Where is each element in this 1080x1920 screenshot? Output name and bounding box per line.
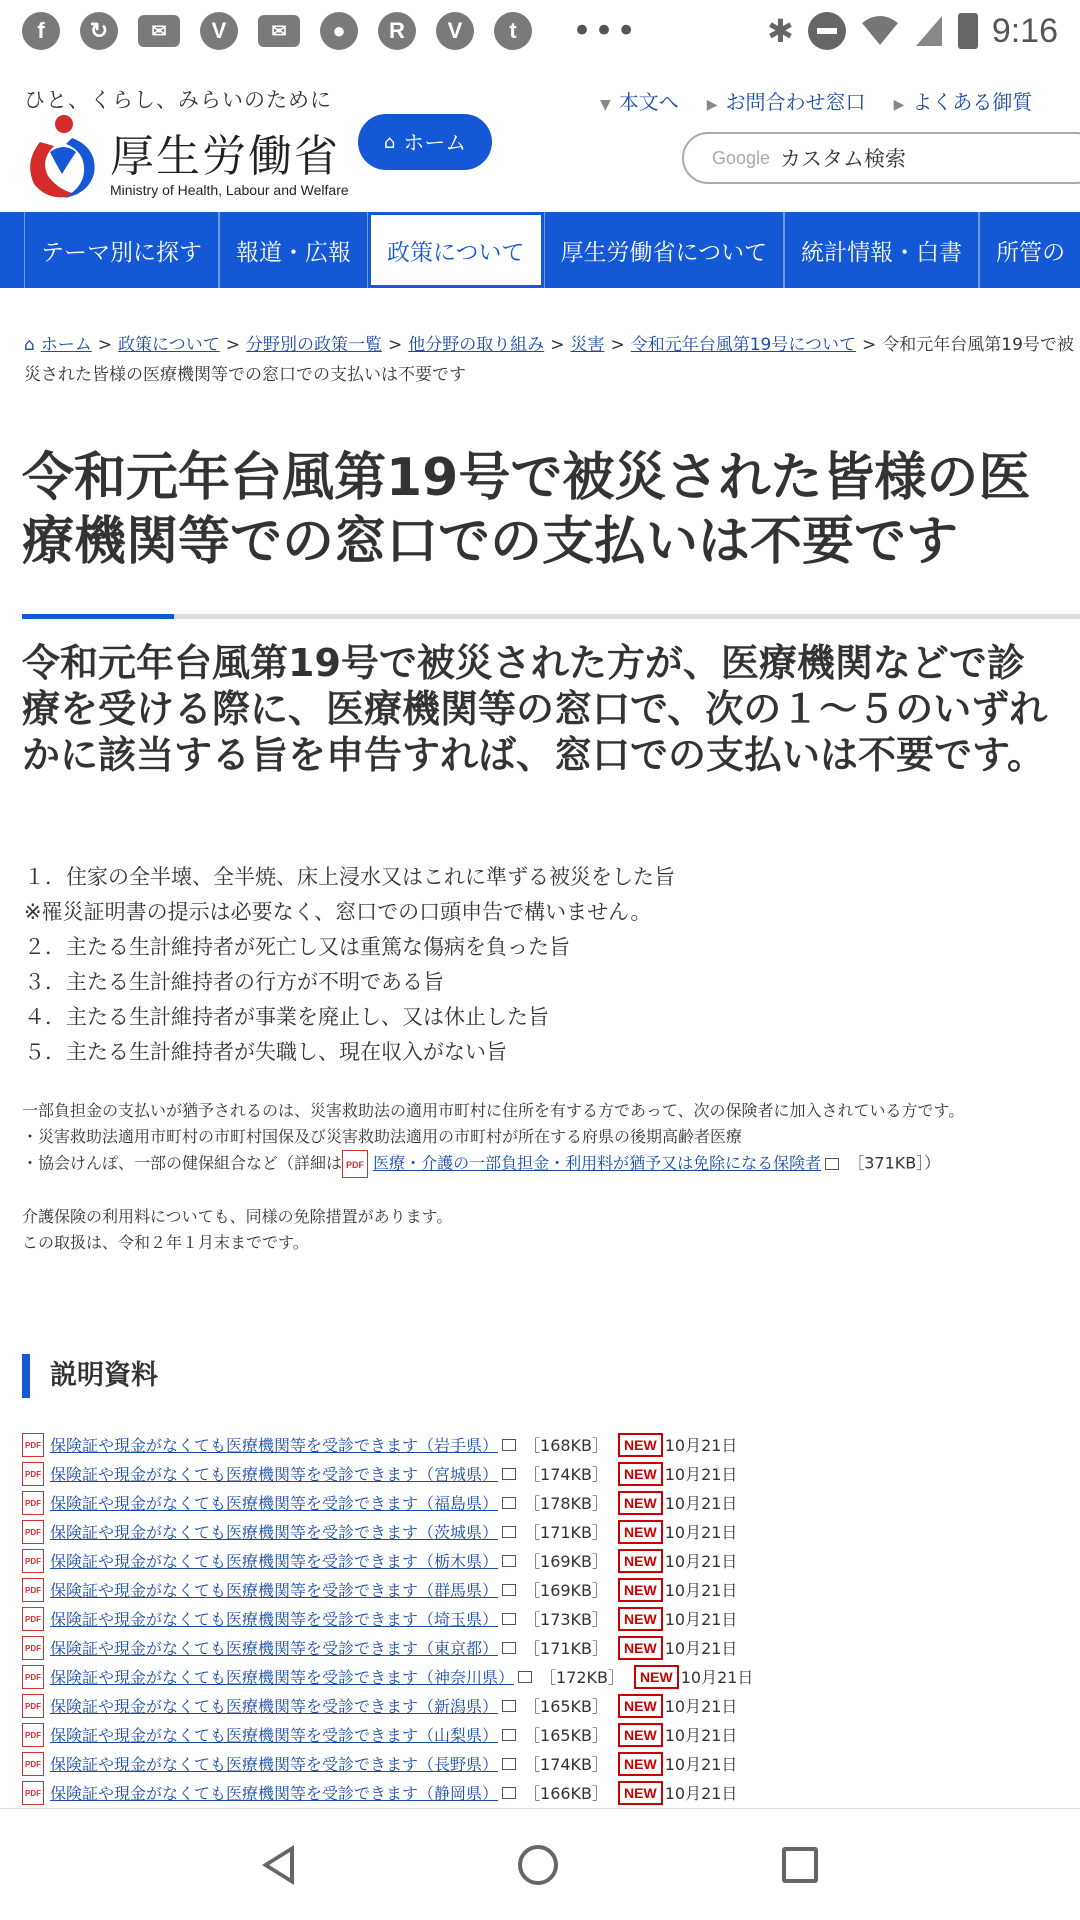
global-nav xyxy=(0,212,1080,288)
file-date: 10月21日 xyxy=(664,1755,738,1774)
lead-heading: 令和元年台風第19号で被災された方が、医療機関などで診療を受ける際に、医療機関等の窓口で、次の１～５のいずれかに該当する旨を申告すれば、窓口での支払いは不要です。 xyxy=(22,641,1048,777)
title-divider xyxy=(22,614,1080,619)
mhlw-logo-icon[interactable] xyxy=(20,112,102,202)
notification-icons xyxy=(22,11,638,51)
clock: 9:16 xyxy=(991,11,1058,50)
pdf-icon: PDF xyxy=(22,1781,44,1805)
list-item xyxy=(22,1778,1072,1807)
file-date: 10月21日 xyxy=(664,1581,738,1600)
pdf-icon: PDF xyxy=(22,1752,44,1776)
pdf-icon: PDF xyxy=(22,1607,44,1631)
site-header xyxy=(0,62,1080,212)
dnd-icon xyxy=(808,12,846,50)
file-size: ［169KB］ xyxy=(524,1552,609,1571)
external-window-icon xyxy=(502,1497,516,1509)
external-window-icon xyxy=(502,1555,516,1567)
v-icon: V xyxy=(200,12,238,50)
faq-link[interactable]: ▶ よくある御質 xyxy=(893,90,1033,114)
material-link[interactable]: 保険証や現金がなくても医療機関等を受診できます（静岡県） xyxy=(50,1784,499,1803)
page-title: 令和元年台風第19号で被災された皆様の医療機関等での窓口での支払いは不要です xyxy=(22,448,1031,572)
file-size: ［172KB］ xyxy=(540,1668,625,1687)
condition-item: １．住家の全半壊、全半焼、床上浸水又はこれに準ずる被災をした旨 xyxy=(24,865,675,889)
nav-item-policy[interactable]: 政策について xyxy=(368,212,544,288)
new-badge: NEW xyxy=(618,1491,663,1515)
nav-item-about[interactable]: 厚生労働省について xyxy=(544,212,785,288)
condition-item: ３．主たる生計維持者の行方が不明である旨 xyxy=(24,970,444,994)
file-date: 10月21日 xyxy=(664,1610,738,1629)
insurer-list-link[interactable]: 医療・介護の一部負担金・利用料が猶予又は免除になる保険者 xyxy=(373,1153,822,1173)
section-heading-materials: 説明資料 xyxy=(22,1354,158,1398)
new-badge: NEW xyxy=(618,1636,663,1660)
note-item: ・協会けんぽ、一部の健保組合など（詳細は PDF 医療・介護の一部負担金・利用料が猶予又は免除になる保険者 ［371KB］） xyxy=(22,1150,1062,1178)
pdf-icon: PDF xyxy=(22,1723,44,1747)
material-link[interactable]: 保険証や現金がなくても医療機関等を受診できます（栃木県） xyxy=(50,1552,499,1571)
material-link[interactable]: 保険証や現金がなくても医療機関等を受診できます（神奈川県） xyxy=(50,1668,515,1687)
nav-item-press[interactable]: 報道・広報 xyxy=(219,212,368,288)
pdf-icon: PDF xyxy=(342,1150,368,1178)
new-badge: NEW xyxy=(618,1752,663,1776)
breadcrumb-policy-list[interactable]: 分野別の政策一覧 xyxy=(245,335,382,355)
list-item xyxy=(22,1749,1072,1778)
file-date: 10月21日 xyxy=(664,1552,738,1571)
system-nav-bar xyxy=(0,1808,1080,1920)
bluetooth-icon: ✱ xyxy=(767,12,794,50)
note-care: 介護保険の利用料についても、同様の免除措置があります。 xyxy=(22,1207,453,1226)
external-window-icon xyxy=(502,1642,516,1654)
material-link[interactable]: 保険証や現金がなくても医療機関等を受診できます（宮城県） xyxy=(50,1465,499,1484)
external-window-icon xyxy=(825,1158,839,1170)
file-date: 10月21日 xyxy=(664,1436,738,1455)
signal-icon xyxy=(914,14,944,48)
file-date: 10月21日 xyxy=(664,1523,738,1542)
material-link[interactable]: 保険証や現金がなくても医療機関等を受診できます（茨城県） xyxy=(50,1523,499,1542)
new-badge: NEW xyxy=(618,1549,663,1573)
notes xyxy=(22,1098,1062,1256)
material-link[interactable]: 保険証や現金がなくても医療機関等を受診できます（新潟県） xyxy=(50,1697,499,1716)
external-window-icon xyxy=(502,1787,516,1799)
search-input[interactable] xyxy=(682,132,1080,184)
mail-icon: ✉ xyxy=(258,15,300,47)
person-icon: ● xyxy=(320,12,358,50)
file-date: 10月21日 xyxy=(664,1726,738,1745)
file-date: 10月21日 xyxy=(664,1494,738,1513)
file-date: 10月21日 xyxy=(664,1465,738,1484)
pdf-icon: PDF xyxy=(22,1462,44,1486)
file-size: ［166KB］ xyxy=(524,1784,609,1803)
file-size: ［174KB］ xyxy=(524,1755,609,1774)
wifi-icon xyxy=(860,15,900,47)
new-badge: NEW xyxy=(618,1462,663,1486)
breadcrumb-home[interactable]: ホーム xyxy=(40,335,92,355)
logo-english-name: Ministry of Health, Labour and Welfare xyxy=(110,182,349,198)
contact-link[interactable]: ▶ お問合わせ窓口 xyxy=(706,90,866,114)
home-circle-icon[interactable] xyxy=(518,1845,558,1885)
note-item: ・災害救助法適用市町村の市町村国保及び災害救助法適用の市町村が所在する府県の後期高齢者医療 xyxy=(22,1127,743,1146)
list-item xyxy=(22,1517,1072,1546)
home-icon: ⌂ xyxy=(383,131,396,153)
pdf-icon: PDF xyxy=(22,1549,44,1573)
material-link[interactable]: 保険証や現金がなくても医療機関等を受診できます（群馬県） xyxy=(50,1581,499,1600)
new-badge: NEW xyxy=(618,1578,663,1602)
status-bar xyxy=(0,0,1080,62)
skip-to-content-link[interactable]: ▼ 本文へ xyxy=(600,90,679,114)
file-date: 10月21日 xyxy=(664,1697,738,1716)
new-badge: NEW xyxy=(618,1781,663,1805)
external-window-icon xyxy=(502,1700,516,1712)
new-badge: NEW xyxy=(618,1433,663,1457)
pdf-icon: PDF xyxy=(22,1491,44,1515)
file-size: ［173KB］ xyxy=(524,1610,609,1629)
list-item xyxy=(22,1691,1072,1720)
breadcrumb-current: 令和元年台風第19号で被災された皆様の医療機関等での窓口での支払いは不要です xyxy=(24,335,1074,385)
file-date: 10月21日 xyxy=(664,1639,738,1658)
file-size: ［169KB］ xyxy=(524,1581,609,1600)
new-badge: NEW xyxy=(634,1665,679,1689)
pdf-icon: PDF xyxy=(22,1578,44,1602)
facebook-icon: f xyxy=(22,12,60,50)
condition-item: ４．主たる生計維持者が事業を廃止し、又は休止した旨 xyxy=(24,1005,549,1029)
new-badge: NEW xyxy=(618,1694,663,1718)
list-item xyxy=(22,1430,1072,1459)
top-links xyxy=(600,86,1032,115)
pdf-icon: PDF xyxy=(22,1694,44,1718)
battery-icon xyxy=(958,13,978,49)
external-window-icon xyxy=(502,1613,516,1625)
external-window-icon xyxy=(502,1526,516,1538)
v-icon: V xyxy=(436,12,474,50)
list-item xyxy=(22,1633,1072,1662)
breadcrumb-disaster[interactable]: 災害 xyxy=(570,335,605,355)
logo-name[interactable]: 厚生労働省 xyxy=(110,131,340,182)
pdf-icon: PDF xyxy=(22,1520,44,1544)
external-window-icon xyxy=(502,1758,516,1770)
list-item xyxy=(22,1546,1072,1575)
breadcrumb-other-fields[interactable]: 他分野の取り組み xyxy=(408,335,545,355)
material-link[interactable]: 保険証や現金がなくても医療機関等を受診できます（長野県） xyxy=(50,1755,499,1774)
materials-list xyxy=(22,1430,1072,1807)
external-window-icon xyxy=(502,1729,516,1741)
breadcrumb: ⌂ ホーム > 政策について > 分野別の政策一覧 > 他分野の取り組み > 災害 > 令和元年台風第19号について > 令和元年台風第19号で被災された皆様の医療機関等での窓口での支払いは不要です xyxy=(24,335,1074,385)
file-size: ［174KB］ xyxy=(524,1465,609,1484)
twitter-icon: t xyxy=(494,12,532,50)
nav-item-jurisdiction[interactable]: 所管の xyxy=(979,212,1080,288)
breadcrumb-typhoon19[interactable]: 令和元年台風第19号について xyxy=(630,335,857,355)
file-size: ［178KB］ xyxy=(524,1494,609,1513)
pdf-icon: PDF xyxy=(22,1636,44,1660)
new-badge: NEW xyxy=(618,1520,663,1544)
triangle-right-icon: ▶ xyxy=(706,97,718,113)
file-size: ［171KB］ xyxy=(524,1523,609,1542)
triangle-down-icon: ▼ xyxy=(600,97,611,113)
back-icon[interactable] xyxy=(262,1845,294,1885)
list-item xyxy=(22,1575,1072,1604)
note-period: この取扱は、令和２年１月末までです。 xyxy=(22,1233,309,1252)
list-item xyxy=(22,1459,1072,1488)
external-window-icon xyxy=(502,1439,516,1451)
search-placeholder: カスタム検索 xyxy=(780,147,907,171)
conditions-list xyxy=(24,860,1064,1070)
tagline: ひと、くらし、みらいのために xyxy=(24,88,332,112)
file-size: ［168KB］ xyxy=(524,1436,609,1455)
material-link[interactable]: 保険証や現金がなくても医療機関等を受診できます（東京都） xyxy=(50,1639,499,1658)
google-brand: Google xyxy=(712,147,771,168)
nav-item-themes[interactable]: テーマ別に探す xyxy=(24,212,219,288)
more-icon: ••• xyxy=(572,11,639,51)
file-size: ［165KB］ xyxy=(524,1726,609,1745)
file-size: ［165KB］ xyxy=(524,1697,609,1716)
material-link[interactable]: 保険証や現金がなくても医療機関等を受診できます（山梨県） xyxy=(50,1726,499,1745)
condition-item: ２．主たる生計維持者が死亡し又は重篤な傷病を負った旨 xyxy=(24,935,570,959)
material-link[interactable]: 保険証や現金がなくても医療機関等を受診できます（岩手県） xyxy=(50,1436,499,1455)
file-size: ［171KB］ xyxy=(524,1639,609,1658)
home-button-label: ホーム xyxy=(403,131,467,155)
list-item xyxy=(22,1720,1072,1749)
note-intro: 一部負担金の支払いが猶予されるのは、災害救助法の適用市町村に住所を有する方であって、次の保険者に加入されている方です。 xyxy=(22,1101,965,1120)
sync-icon: ↻ xyxy=(80,12,118,50)
external-window-icon xyxy=(502,1468,516,1480)
breadcrumb-policy[interactable]: 政策について xyxy=(118,335,220,355)
external-window-icon xyxy=(518,1671,532,1683)
triangle-right-icon: ▶ xyxy=(893,97,905,113)
mail-icon: ✉ xyxy=(138,15,180,47)
new-badge: NEW xyxy=(618,1607,663,1631)
condition-item: ５．主たる生計維持者が失職し、現在収入がない旨 xyxy=(24,1040,507,1064)
home-button[interactable] xyxy=(358,114,492,170)
list-item xyxy=(22,1488,1072,1517)
pdf-icon: PDF xyxy=(22,1665,44,1689)
pdf-icon: PDF xyxy=(22,1433,44,1457)
material-link[interactable]: 保険証や現金がなくても医療機関等を受診できます（福島県） xyxy=(50,1494,499,1513)
file-date: 10月21日 xyxy=(680,1668,754,1687)
file-date: 10月21日 xyxy=(664,1784,738,1803)
list-item xyxy=(22,1604,1072,1633)
material-link[interactable]: 保険証や現金がなくても医療機関等を受診できます（埼玉県） xyxy=(50,1610,499,1629)
recent-apps-icon[interactable] xyxy=(782,1847,818,1883)
new-badge: NEW xyxy=(618,1723,663,1747)
list-item xyxy=(22,1662,1072,1691)
external-window-icon xyxy=(502,1584,516,1596)
condition-note: ※罹災証明書の提示は必要なく、窓口での口頭申告で構いません。 xyxy=(24,900,652,924)
nav-item-statistics[interactable]: 統計情報・白書 xyxy=(784,212,979,288)
home-icon: ⌂ xyxy=(24,335,35,355)
r-icon: R xyxy=(378,12,416,50)
